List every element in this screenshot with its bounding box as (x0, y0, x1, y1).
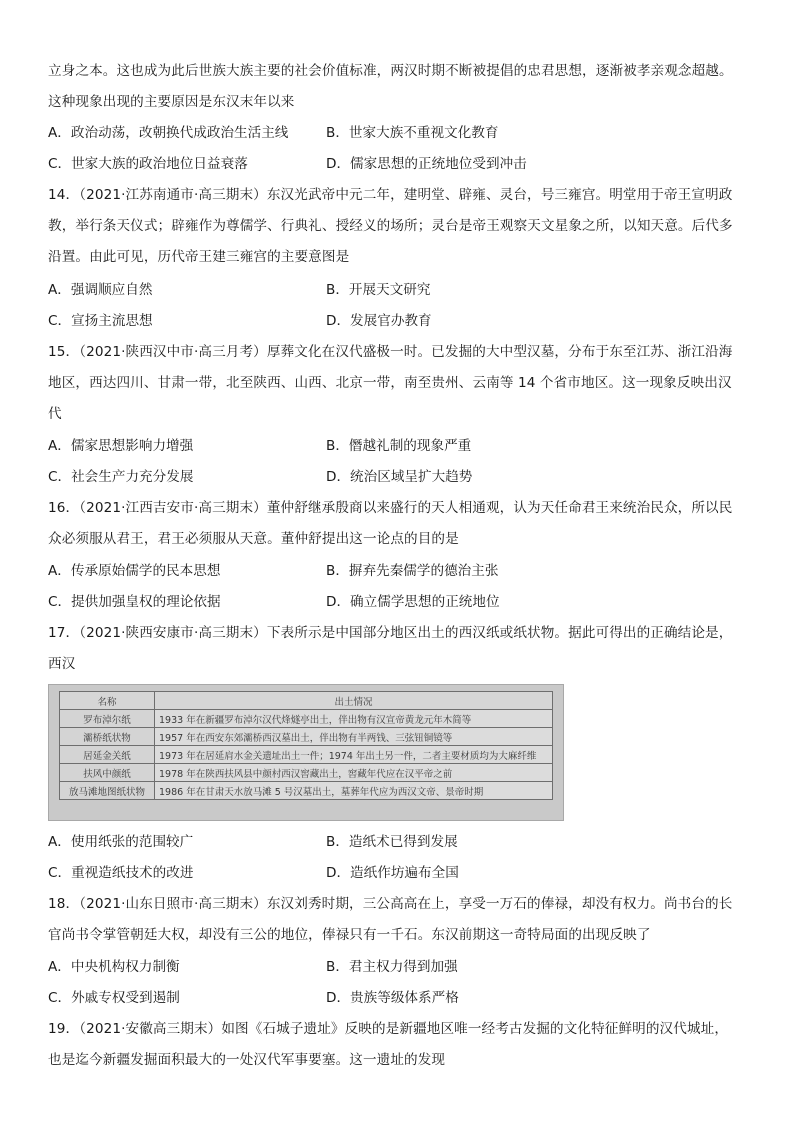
table-header-row (60, 692, 553, 710)
q18-option-c[interactable]: C．外戚专权受到遏制 (48, 990, 180, 1006)
q17-option-a[interactable]: A．使用纸张的范围较广 (48, 834, 194, 850)
q17-option-c[interactable]: C．重视造纸技术的改进 (48, 865, 194, 881)
table-cell-info: 1957 年在西安东郊灞桥西汉墓出土，伴出物有半两钱、三弦钮铜镜等 (155, 728, 553, 746)
table-cell-name: 罗布淖尔纸 (60, 710, 155, 728)
q13-option-b[interactable]: B．世家大族不重视文化教育 (326, 125, 499, 141)
q16-stem-line-1: 16．（2021·江西吉安市·高三期末）董仲舒继承殷商以来盛行的天人相通观，认为天任命君王来统治民众，所以民 (48, 500, 733, 516)
q15-stem-line-3: 代 (48, 406, 62, 422)
q13-stem-line-2: 这种现象出现的主要原因是东汉末年以来 (48, 94, 295, 110)
q18-option-a[interactable]: A．中央机构权力制衡 (48, 959, 180, 975)
table-cell-info: 1973 年在居延肩水金关遗址出土一件；1974 年出土另一件，二者主要材质均为大麻纤维 (155, 746, 553, 764)
table-row (60, 746, 553, 764)
table-cell-name: 居延金关纸 (60, 746, 155, 764)
table-row (60, 728, 553, 746)
q17-option-d[interactable]: D．造纸作坊遍布全国 (326, 865, 459, 881)
q16-stem-line-2: 众必须服从君王，君王必须服从天意。董仲舒提出这一论点的目的是 (48, 531, 459, 547)
q15-option-d[interactable]: D．统治区域呈扩大趋势 (326, 469, 473, 485)
q19-stem-line-2: 也是迄今新疆发掘面积最大的一处汉代军事要塞。这一遗址的发现 (48, 1052, 446, 1068)
q13-option-a[interactable]: A．政治动荡，改朝换代成政治生活主线 (48, 125, 289, 141)
q18-option-b[interactable]: B．君主权力得到加强 (326, 959, 458, 975)
q18-stem-line-1: 18．（2021·山东日照市·高三期末）东汉刘秀时期，三公高高在上，享受一万石的俸禄，却没有权力。尚书台的长 (48, 896, 733, 912)
q17-stem-line-1: 17．（2021·陕西安康市·高三期末）下表所示是中国部分地区出土的西汉纸或纸状物。据此可得出的正确结论是， (48, 625, 733, 641)
q13-stem-line-1: 立身之本。这也成为此后世族大族主要的社会价值标准，两汉时期不断被提倡的忠君思想，逐渐被孝亲观念超越。 (48, 63, 733, 79)
table-cell-info: 1933 年在新疆罗布淖尔汉代烽燧亭出土，伴出物有汉宣帝黄龙元年木简等 (155, 710, 553, 728)
q14-option-d[interactable]: D．发展官办教育 (326, 313, 432, 329)
q14-option-c[interactable]: C．宣扬主流思想 (48, 313, 153, 329)
q15-stem-line-2: 地区，西达四川、甘肃一带，北至陕西、山西、北京一带，南至贵州、云南等 14 个省市地区。这一现象反映出汉 (48, 375, 732, 391)
table-cell-name: 扶风中颜纸 (60, 764, 155, 782)
q14-option-a[interactable]: A．强调顺应自然 (48, 282, 153, 298)
q13-option-c[interactable]: C．世家大族的政治地位日益衰落 (48, 156, 248, 172)
table-cell-info: 1978 年在陕西扶风县中颜村西汉窖藏出土，窖藏年代应在汉平帝之前 (155, 764, 553, 782)
q14-stem-line-1: 14．（2021·江苏南通市·高三期末）东汉光武帝中元二年，建明堂、辟雍、灵台，号三雍宫。明堂用于帝王宣明政 (48, 187, 733, 203)
q17-stem-line-2: 西汉 (48, 656, 76, 672)
q15-option-a[interactable]: A．儒家思想影响力增强 (48, 438, 194, 454)
q14-option-b[interactable]: B．开展天文研究 (326, 282, 431, 298)
table-row (60, 764, 553, 782)
q17-option-b[interactable]: B．造纸术已得到发展 (326, 834, 458, 850)
q15-option-c[interactable]: C．社会生产力充分发展 (48, 469, 194, 485)
q16-option-c[interactable]: C．提供加强皇权的理论依据 (48, 594, 221, 610)
table-cell-info: 1986 年在甘肃天水放马滩 5 号汉墓出土，墓葬年代应为西汉文帝、景帝时期 (155, 782, 553, 800)
paper-finds-table-photo (48, 684, 564, 821)
q16-option-a[interactable]: A．传承原始儒学的民本思想 (48, 563, 221, 579)
q15-stem-line-1: 15．（2021·陕西汉中市·高三月考）厚葬文化在汉代盛极一时。已发掘的大中型汉墓，分布于东至江苏、浙江沿海 (48, 344, 733, 360)
q18-stem-line-2: 官尚书令掌管朝廷大权，却没有三公的地位，俸禄只有一千石。东汉前期这一奇特局面的出现反映了 (48, 927, 651, 943)
table-row (60, 710, 553, 728)
table-header-info: 出土情况 (155, 692, 553, 710)
table-cell-name: 放马滩地图纸状物 (60, 782, 155, 800)
q15-option-b[interactable]: B．僭越礼制的现象严重 (326, 438, 472, 454)
paper-finds-table (59, 691, 553, 800)
q14-stem-line-3: 沿置。由此可见，历代帝王建三雍宫的主要意图是 (48, 249, 350, 265)
q18-option-d[interactable]: D．贵族等级体系严格 (326, 990, 459, 1006)
q14-stem-line-2: 教，举行条天仪式；辟雍作为尊儒学、行典礼、授经义的场所；灵台是帝王观察天文星象之所，以知天意。后代多 (48, 218, 733, 234)
table-row (60, 782, 553, 800)
q16-option-d[interactable]: D．确立儒学思想的正统地位 (326, 594, 500, 610)
table-cell-name: 灞桥纸状物 (60, 728, 155, 746)
table-header-name: 名称 (60, 692, 155, 710)
q19-stem-line-1: 19．（2021·安徽高三期末）如图《石城子遗址》反映的是新疆地区唯一经考古发掘的文化特征鲜明的汉代城址， (48, 1021, 729, 1037)
q16-option-b[interactable]: B．摒弃先秦儒学的德治主张 (326, 563, 499, 579)
q13-option-d[interactable]: D．儒家思想的正统地位受到冲击 (326, 156, 527, 172)
